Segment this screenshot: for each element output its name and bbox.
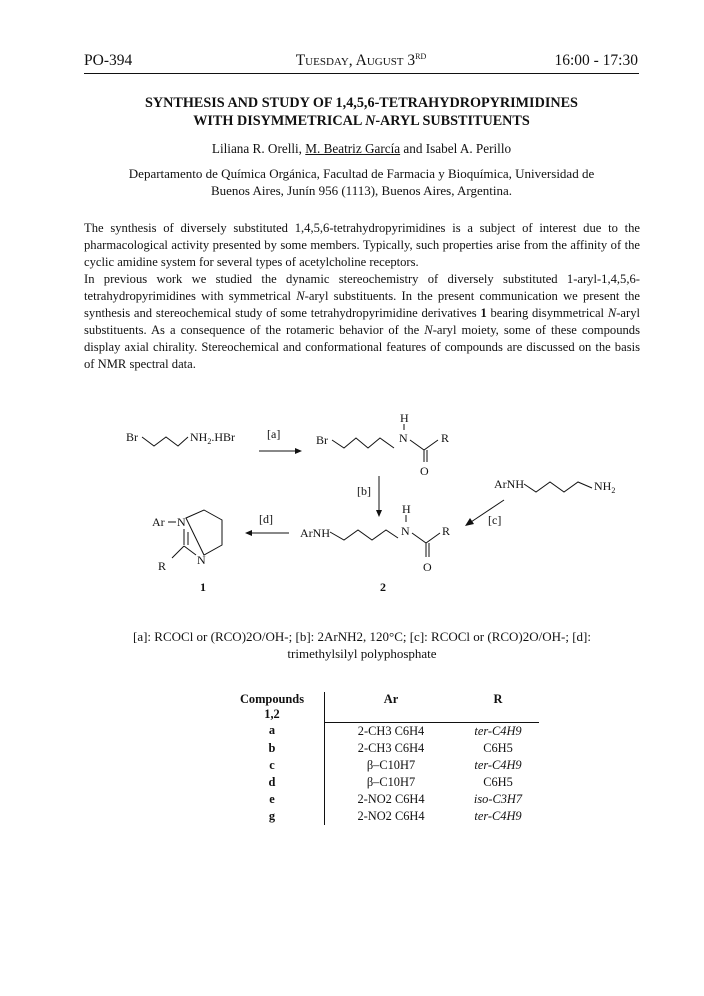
compounds-table xyxy=(220,692,539,825)
arnh-label-2: ArNH xyxy=(300,526,330,540)
table-row: e 2-NO2 C6H4 iso-C3H7 xyxy=(220,791,539,808)
propyl-chain-4 xyxy=(330,530,398,540)
paper-title: SYNTHESIS AND STUDY OF 1,4,5,6-TETRAHYDROPYRIMIDINES WITH DISYMMETRICAL N-ARYL SUBSTITUENTS xyxy=(145,95,578,129)
h-label-2: H xyxy=(402,502,411,516)
table-row: c β–C10H7 ter-C4H9 xyxy=(220,757,539,774)
step-d-label: [d] xyxy=(259,512,273,526)
compound-1-label: 1 xyxy=(200,580,206,594)
session-time: 16:00 - 17:30 xyxy=(554,52,638,69)
nh2hbr-label: $NH_2.HBr$ xyxy=(190,430,236,446)
page-header xyxy=(84,52,638,74)
session-code: PO-394 xyxy=(84,52,133,69)
table-row: d β–C10H7 C6H5 xyxy=(220,774,539,791)
compound-2-label: 2 xyxy=(380,580,386,594)
step-a-label: [a] xyxy=(267,427,281,441)
h-label-1: H xyxy=(400,411,409,425)
ring-c2-n3 xyxy=(184,546,196,555)
col-r: R xyxy=(457,692,539,722)
abstract xyxy=(84,220,640,373)
arrow-b-head xyxy=(376,510,382,517)
o-label-1: O xyxy=(420,464,429,478)
r-label-2: R xyxy=(442,524,451,538)
amide-2 xyxy=(412,533,440,543)
col-compounds: Compounds 1,2 xyxy=(220,692,325,722)
n-label-1: N xyxy=(399,431,408,445)
abstract-paragraph-2: In previous work we studied the dynamic stereochemistry of diversely substituted 1-aryl-1,4,5,6-tetrahydropyrimidines with symmetrical N-aryl substituents. In the present communication we present the synthesis and stereochemical study of some tetrahydropyrimidine derivatives 1 bearing disymmetrical N-aryl substituents. As a consequence of the rotameric behavior of the N-aryl moiety, some of these compounds display axial chirality. Stereochemical and conformational features of compounds are discussed on the basis of NMR spectral data. xyxy=(84,272,640,371)
reaction-scheme xyxy=(84,400,640,600)
br-label-2: Br xyxy=(316,433,328,447)
abstract-paragraph-1: The synthesis of diversely substituted 1,4,5,6-tetrahydropyrimidines is a subject of interest due to the pharmacological activity presented by some members. Typically, such properties arise from the affinity of the cyclic amidine system for several types of acetylcholine receptors. xyxy=(84,221,640,269)
br-label-1: Br xyxy=(126,430,138,444)
amide-1 xyxy=(410,440,438,450)
arrow-d-head xyxy=(245,530,252,536)
arrow-a-head xyxy=(295,448,302,454)
n-label-2: N xyxy=(401,524,410,538)
scheme-drawing xyxy=(84,400,640,600)
r-bond xyxy=(172,546,184,558)
table-row: b 2-CH3 C6H4 C6H5 xyxy=(220,740,539,757)
nh2-label: $NH_2$ xyxy=(594,479,616,495)
ring-n1-label: N xyxy=(177,515,186,529)
ring-n3-label: N xyxy=(197,553,206,567)
header-rule xyxy=(84,73,639,74)
presenting-author: M. Beatriz García xyxy=(305,141,401,156)
step-c-label: [c] xyxy=(488,513,502,527)
propyl-chain-1 xyxy=(142,437,188,446)
propyl-chain-2 xyxy=(332,438,394,448)
arnh-label-1: ArNH xyxy=(494,477,524,491)
o-label-2: O xyxy=(423,560,432,574)
r-label-3: R xyxy=(158,559,167,573)
session-date: Tuesday, August 3RD xyxy=(295,52,427,69)
step-b-label: [b] xyxy=(357,484,371,498)
scheme-caption: [a]: RCOCl or (RCO)2O/OH-; [b]: 2ArNH2, 120°C; [c]: RCOCl or (RCO)2O/OH-; [d]: trimethylsilyl polyphosphate xyxy=(133,629,591,661)
affiliation: Departamento de Química Orgánica, Facultad de Farmacia y Bioquímica, Universidad de Buenos Aires, Junín 956 (1113), Buenos Aires, Argentina. xyxy=(128,166,595,198)
table-row: a 2-CH3 C6H4 ter-C4H9 xyxy=(220,722,539,740)
ar-label: Ar xyxy=(152,515,165,529)
ring-bonds xyxy=(186,510,222,555)
table-row: g 2-NO2 C6H4 ter-C4H9 xyxy=(220,808,539,825)
arrow-c-head xyxy=(465,518,474,526)
propyl-chain-3 xyxy=(524,482,592,492)
col-ar: Ar xyxy=(325,692,458,722)
authors: Liliana R. Orelli, M. Beatriz García and Isabel A. Perillo xyxy=(211,141,512,156)
r-label-1: R xyxy=(441,431,450,445)
